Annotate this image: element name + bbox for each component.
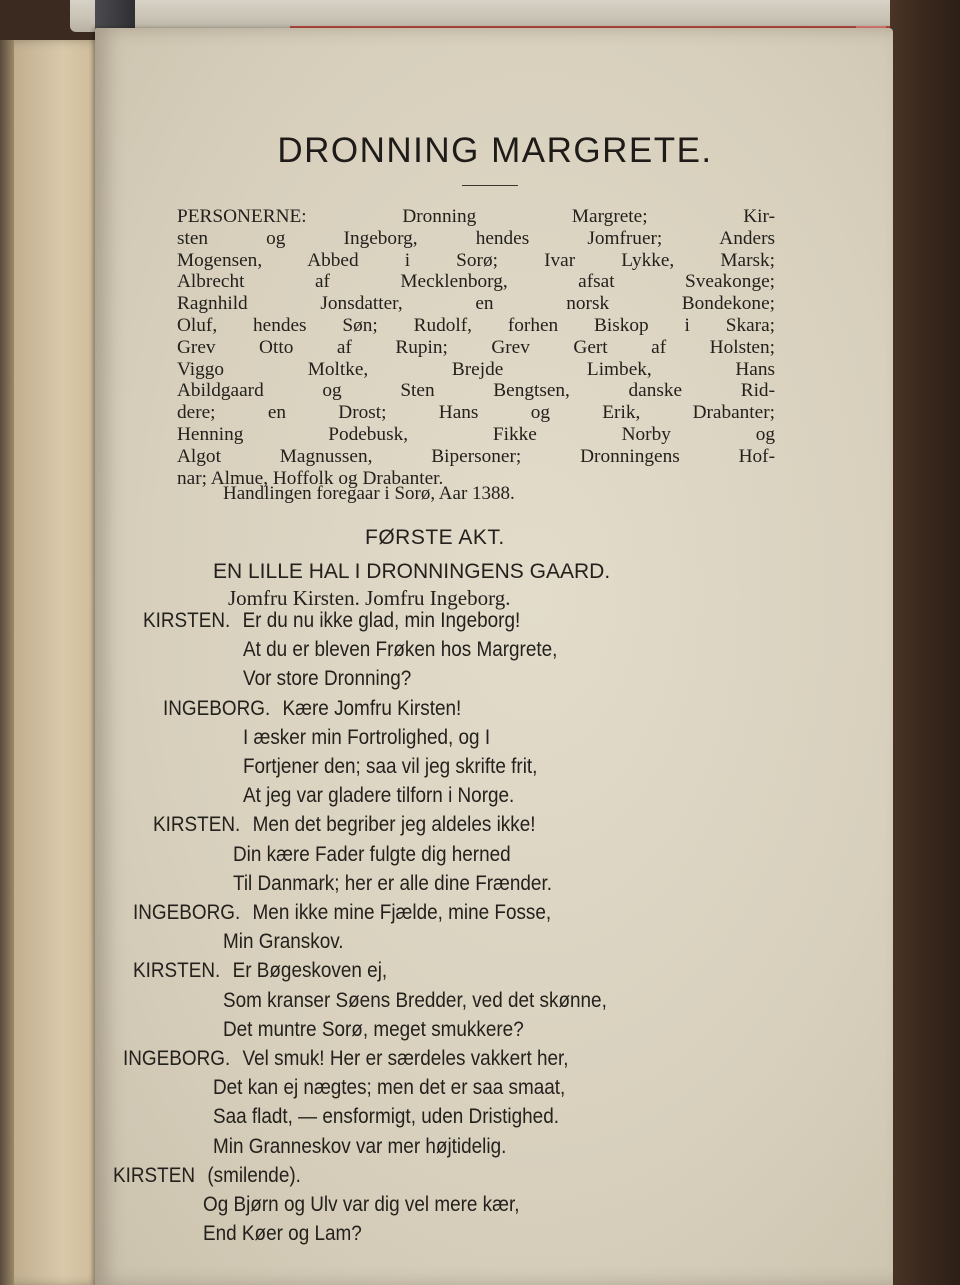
dialogue-text: Min Granskov. [222, 929, 344, 954]
dialogue-line [95, 664, 797, 693]
dialogue-line [95, 1102, 797, 1131]
speaker-name: KIRSTEN. [132, 958, 221, 983]
cast-list [177, 206, 775, 489]
cast-line: Henning Podebusk, Fikke Norby og [177, 423, 775, 445]
act-heading: FØRSTE AKT. [365, 526, 505, 549]
dialogue-text: At jeg var gladere tilforn i Norge. [242, 783, 515, 808]
dialogue-text: Kære Jomfru Kirsten! [282, 695, 462, 720]
dialogue-line [95, 694, 797, 723]
dialogue-text: Det kan ej nægtes; men det er saa smaat, [212, 1075, 566, 1100]
dialogue-line [95, 606, 797, 635]
dialogue-block [95, 606, 797, 1248]
dialogue-line [95, 1190, 797, 1219]
dialogue-line [95, 752, 797, 781]
wooden-table [890, 0, 960, 1285]
dialogue-text: (smilende). [207, 1162, 301, 1187]
speaker-name: INGEBORG. [132, 900, 241, 925]
dialogue-text: End Køer og Lam? [202, 1221, 362, 1246]
dialogue-line [95, 810, 797, 839]
dialogue-text: Er Bøgeskoven ej, [232, 958, 388, 983]
dialogue-text: Vor store Dronning? [242, 666, 412, 691]
cast-line: Mogensen, Abbed i Sorø; Ivar Lykke, Marsk; [177, 249, 775, 271]
scene-heading: EN LILLE HAL I DRONNINGENS GAARD. [213, 560, 611, 583]
dialogue-text: Men ikke mine Fjælde, mine Fosse, [252, 900, 552, 925]
dialogue-text: I æsker min Fortrolighed, og I [242, 724, 491, 749]
speaker-name: INGEBORG. [122, 1046, 231, 1071]
dialogue-line [95, 927, 797, 956]
cast-line: Oluf, hendes Søn; Rudolf, forhen Biskop i Skara; [177, 314, 775, 336]
cast-line: Grev Otto af Rupin; Grev Gert af Holsten; [177, 336, 775, 358]
cast-line: Albrecht af Mecklenborg, afsat Sveakonge; [177, 271, 775, 293]
dialogue-line [95, 1073, 797, 1102]
dialogue-text: Fortjener den; saa vil jeg skrifte frit, [242, 754, 538, 779]
dialogue-text: Vel smuk! Her er særdeles vakkert her, [242, 1046, 569, 1071]
left-page-edge [0, 40, 14, 1285]
dialogue-line [95, 1132, 797, 1161]
speaker-name: KIRSTEN. [152, 812, 241, 837]
dialogue-text: Saa fladt, — ensformigt, uden Dristighed. [212, 1104, 559, 1129]
cast-line: dere; en Drost; Hans og Erik, Drabanter; [177, 402, 775, 424]
dialogue-line [95, 869, 797, 898]
cast-line: Ragnhild Jonsdatter, en norsk Bondekone; [177, 293, 775, 315]
dialogue-line [95, 781, 797, 810]
dialogue-line [95, 840, 797, 869]
dialogue-line [95, 898, 797, 927]
page-content [95, 28, 893, 1285]
dialogue-text: Og Bjørn og Ulv var dig vel mere kær, [202, 1192, 520, 1217]
dialogue-line [95, 1161, 797, 1190]
book-page [95, 28, 893, 1285]
dialogue-line [95, 1044, 797, 1073]
dialogue-text: Til Danmark; her er alle dine Frænder. [232, 870, 552, 895]
dialogue-line [95, 986, 797, 1015]
speaker-name: KIRSTEN. [142, 608, 231, 632]
dialogue-line [95, 1219, 797, 1248]
dialogue-text: Er du nu ikke glad, min Ingeborg! [242, 608, 521, 632]
dialogue-text: Men det begriber jeg aldeles ikke! [252, 812, 536, 837]
scene-characters: Jomfru Kirsten. Jomfru Ingeborg. [228, 586, 511, 610]
dialogue-line [95, 956, 797, 985]
speaker-name: INGEBORG. [162, 695, 271, 720]
dialogue-text: Som kranser Søens Bredder, ved det skønne, [222, 987, 607, 1012]
cast-line: Abildgaard og Sten Bengtsen, danske Rid- [177, 380, 775, 402]
setting-line: Handlingen foregaar i Sorø, Aar 1388. [223, 483, 515, 504]
dialogue-text: Din kære Fader fulgte dig herned [232, 841, 511, 866]
cast-line: PERSONERNE: Dronning Margrete; Kir- [177, 206, 775, 227]
cast-line: sten og Ingeborg, hendes Jomfruer; Anders [177, 227, 775, 249]
speaker-name: KIRSTEN [112, 1162, 196, 1187]
dialogue-line [95, 1015, 797, 1044]
dialogue-text: Min Granneskov var mer højtidelig. [212, 1133, 507, 1158]
play-title: DRONNING MARGRETE. [277, 131, 713, 170]
dialogue-text: Det muntre Sorø, meget smukkere? [222, 1016, 524, 1041]
cast-line: Viggo Moltke, Brejde Limbek, Hans [177, 358, 775, 380]
title-rule [462, 185, 518, 186]
dialogue-text: At du er bleven Frøken hos Margrete, [242, 637, 558, 662]
cast-line: Algot Magnussen, Bipersoner; Dronningens Hof- [177, 445, 775, 467]
dialogue-line [95, 723, 797, 752]
left-page [0, 40, 105, 1285]
cast-line: nar; Almue, Hoffolk og Drabanter. [177, 467, 444, 489]
dialogue-line [95, 635, 797, 664]
